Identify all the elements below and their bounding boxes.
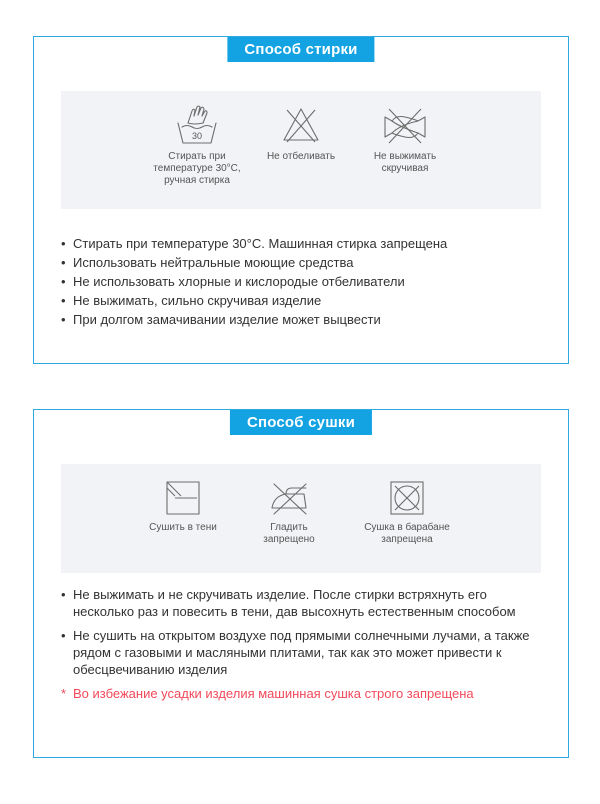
washing-title: Способ стирки bbox=[227, 37, 374, 62]
washing-bullet: • Стирать при температуре 30°С. Машинная стирка запрещена bbox=[61, 235, 548, 252]
no-tumble-dry-icon bbox=[387, 478, 427, 518]
no-iron-icon bbox=[266, 478, 312, 518]
drying-bullet: • Не выжимать и не скручивать изделие. После стирки встряхнуть его несколько раз и повесить в тени, дав высохнуть естественным способом bbox=[61, 586, 548, 620]
svg-text:30: 30 bbox=[191, 131, 203, 141]
washing-bullet: • Не выжимать, сильно скручивая изделие bbox=[61, 292, 548, 309]
drying-bullet-list bbox=[61, 586, 548, 709]
drying-icon-item-no-tumble bbox=[347, 478, 467, 546]
dry-in-shade-icon bbox=[163, 478, 203, 518]
washing-icon-item-hand-wash bbox=[149, 103, 245, 187]
no-bleach-icon bbox=[278, 103, 324, 147]
washing-bullet: • Использовать нейтральные моющие средства bbox=[61, 254, 548, 271]
washing-icon-strip bbox=[61, 91, 541, 209]
washing-bullet: • Не использовать хлорные и кислородые отбеливатели bbox=[61, 273, 548, 290]
washing-card bbox=[33, 36, 569, 364]
no-bleach-label: Не отбеливать bbox=[266, 151, 336, 162]
no-wring-icon bbox=[380, 103, 430, 147]
no-wring-label: Не выжимать скручивая bbox=[373, 151, 437, 174]
washing-icon-item-no-wring bbox=[357, 103, 453, 175]
washing-icon-item-no-bleach bbox=[253, 103, 349, 163]
no-iron-label: Гладить запрещено bbox=[263, 522, 315, 545]
hand-wash-label: Стирать при температуре 30°C, ручная стирка bbox=[153, 151, 241, 186]
drying-warning: * Во избежание усадки изделия машинная сушка строго запрещена bbox=[61, 685, 548, 702]
drying-icon-strip bbox=[61, 464, 541, 573]
washing-bullet: • При долгом замачивании изделие может выцвести bbox=[61, 311, 548, 328]
drying-title: Способ сушки bbox=[230, 410, 372, 435]
drying-icon-item-no-iron bbox=[241, 478, 337, 546]
washing-bullet-list bbox=[61, 235, 548, 330]
drying-icon-item-shade bbox=[135, 478, 231, 534]
drying-bullet: • Не сушить на открытом воздухе под прямыми солнечными лучами, а также рядом с газовыми и масляными плитами, так как это может привести к обесцвечиванию изделия bbox=[61, 627, 548, 678]
hand-wash-30-icon bbox=[174, 103, 220, 147]
drying-card bbox=[33, 409, 569, 758]
no-tumble-dry-label: Сушка в барабане запрещена bbox=[364, 522, 450, 545]
dry-in-shade-label: Сушить в тени bbox=[149, 522, 217, 533]
